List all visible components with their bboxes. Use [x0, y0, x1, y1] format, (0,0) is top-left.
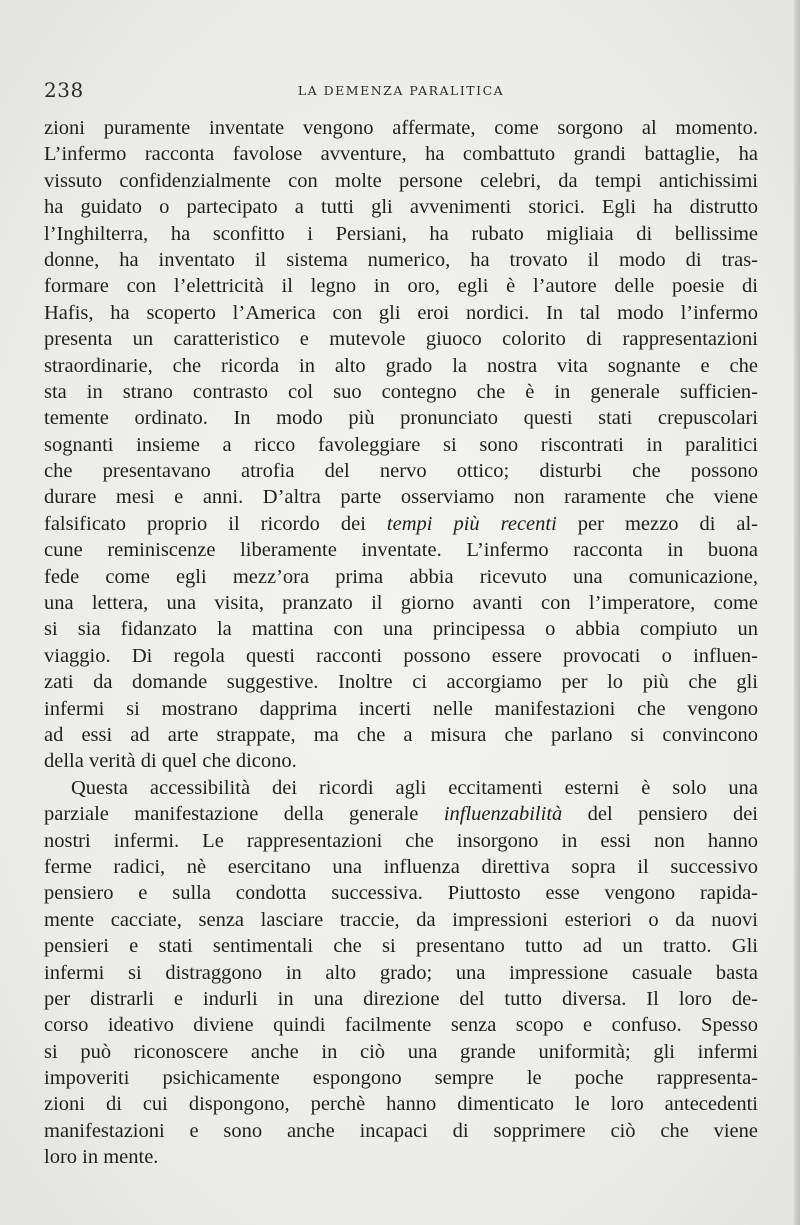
italic-phrase: tempi più recenti	[386, 512, 557, 535]
text-segment: vissuto confidenzialmente con molte persone celebri, da tempi antichissimi	[44, 169, 758, 192]
text-segment: presenta un caratteristico e mutevole giuoco colorito di rappresentazioni	[44, 328, 758, 351]
text-segment: zati da domande suggestive. Inoltre ci accorgiamo per lo più che gli	[44, 671, 758, 694]
page-header	[44, 78, 758, 108]
text-line	[44, 854, 758, 880]
text-segment: Hafis, ha scoperto l’America con gli eroi nordici. In tal modo l’infermo	[44, 301, 758, 324]
text-segment: impoveriti psichicamente espongono sempre le poche rappresenta-	[44, 1067, 758, 1090]
text-line	[44, 1118, 758, 1144]
paragraph	[44, 115, 758, 775]
text-segment: l’Inghilterra, ha sconfitto i Persiani, ha rubato migliaia di bellissime	[44, 222, 758, 245]
text-line	[44, 986, 758, 1012]
page-edge-shadow	[794, 0, 800, 1225]
text-line	[44, 775, 758, 801]
text-line	[44, 696, 758, 722]
text-segment: nostri infermi. Le rappresentazioni che insorgono in essi non hanno	[44, 829, 758, 852]
text-segment: L’infermo racconta favolose avventure, ha combattuto grandi battaglie, ha	[44, 143, 758, 166]
text-segment: loro in mente.	[44, 1146, 159, 1169]
paragraph	[44, 775, 758, 1171]
text-segment: durare mesi e anni. D’altra parte osserviamo non raramente che viene	[44, 486, 758, 509]
text-line	[44, 326, 758, 352]
text-segment: manifestazioni e sono anche incapaci di sopprimere ciò che viene	[44, 1119, 758, 1142]
text-line	[44, 511, 758, 537]
body-text	[44, 115, 758, 1171]
text-segment: pensieri e stati sentimentali che si presentano tutto ad un tratto. Gli	[44, 935, 758, 958]
text-segment: parziale manifestazione della generale	[44, 803, 444, 826]
text-segment: per distrarli e indurli in una direzione del tutto diversa. Il loro de-	[44, 987, 758, 1010]
text-segment: sta in strano contrasto col suo contegno che è in generale sufficien-	[44, 380, 758, 403]
text-line	[44, 1091, 758, 1117]
text-segment: donne, ha inventato il sistema numerico, ha trovato il modo di tras-	[44, 248, 758, 271]
text-line	[44, 405, 758, 431]
text-segment: infermi si distraggono in alto grado; una impressione casuale basta	[44, 961, 758, 984]
text-segment: temente ordinato. In modo più pronunciato questi stati crepuscolari	[44, 407, 758, 430]
text-segment: straordinarie, che ricorda in alto grado la nostra vita sognante e che	[44, 354, 758, 377]
text-segment: si può riconoscere anche in ciò una grande uniformità; gli infermi	[44, 1040, 758, 1063]
text-segment: infermi si mostrano dapprima incerti nelle manifestazioni che vengono	[44, 697, 758, 720]
text-segment: per mezzo di al-	[556, 512, 758, 535]
text-line	[44, 379, 758, 405]
text-segment: fede come egli mezz’ora prima abbia ricevuto una comunicazione,	[44, 565, 758, 588]
text-line	[44, 247, 758, 273]
text-line	[44, 484, 758, 510]
text-line	[44, 300, 758, 326]
text-segment: pensiero e sulla condotta successiva. Piuttosto esse vengono rapida-	[44, 882, 758, 905]
text-line	[44, 458, 758, 484]
text-segment: sognanti insieme a ricco favoleggiare si sono riscontrati in paralitici	[44, 433, 758, 456]
text-line	[44, 221, 758, 247]
text-line	[44, 590, 758, 616]
text-segment: viaggio. Di regola questi racconti possono essere provocati o influen-	[44, 644, 758, 667]
text-line	[44, 880, 758, 906]
text-segment: ad essi ad arte strappate, ma che a misura che parlano si convincono	[44, 723, 758, 746]
text-line	[44, 960, 758, 986]
text-line	[44, 537, 758, 563]
text-line	[44, 353, 758, 379]
text-line	[44, 907, 758, 933]
text-line	[44, 933, 758, 959]
text-segment: falsificato proprio il ricordo dei	[44, 512, 387, 535]
text-segment: che presentavano atrofia del nervo ottico; disturbi che possono	[44, 460, 758, 483]
text-segment: ferme radici, nè esercitano una influenza direttiva sopra il successivo	[44, 855, 758, 878]
text-segment: una lettera, una visita, pranzato il giorno avanti con l’imperatore, come	[44, 592, 758, 615]
text-segment: del pensiero dei	[562, 803, 759, 826]
text-line	[44, 1012, 758, 1038]
text-segment: formare con l’elettricità il legno in oro, egli è l’autore delle poesie di	[44, 275, 758, 298]
text-segment: ha guidato o partecipato a tutti gli avvenimenti storici. Egli ha distrutto	[44, 196, 758, 219]
text-line	[44, 722, 758, 748]
text-line	[44, 748, 758, 774]
text-line	[44, 828, 758, 854]
text-line	[44, 168, 758, 194]
text-segment: cune reminiscenze liberamente inventate. L’infermo racconta in buona	[44, 539, 758, 562]
text-line	[44, 432, 758, 458]
text-segment: della verità di quel che dicono.	[44, 750, 297, 773]
text-segment: mente cacciate, senza lasciare traccie, da impressioni esteriori o da nuovi	[44, 908, 758, 931]
text-segment: Questa accessibilità dei ricordi agli eccitamenti esterni è solo una	[71, 776, 758, 799]
text-segment: zioni puramente inventate vengono affermate, come sorgono al momento.	[44, 117, 758, 139]
text-line	[44, 194, 758, 220]
text-line	[44, 141, 758, 167]
text-segment: zioni di cui dispongono, perchè hanno dimenticato le loro antecedenti	[44, 1093, 758, 1116]
page-number: 238	[44, 78, 84, 102]
text-line	[44, 1144, 758, 1170]
text-line	[44, 1065, 758, 1091]
running-title: LA DEMENZA PARALITICA	[297, 83, 505, 98]
text-segment: corso ideativo diviene quindi facilmente senza scopo e confuso. Spesso	[44, 1014, 758, 1037]
text-line	[44, 564, 758, 590]
text-line	[44, 643, 758, 669]
text-line	[44, 669, 758, 695]
text-line	[44, 1039, 758, 1065]
text-segment: si sia fidanzato la mattina con una principessa o abbia compiuto un	[44, 618, 758, 641]
italic-phrase: influenzabilità	[443, 803, 563, 826]
text-line	[44, 616, 758, 642]
text-line	[44, 115, 758, 141]
text-line	[44, 273, 758, 299]
text-line	[44, 801, 758, 827]
